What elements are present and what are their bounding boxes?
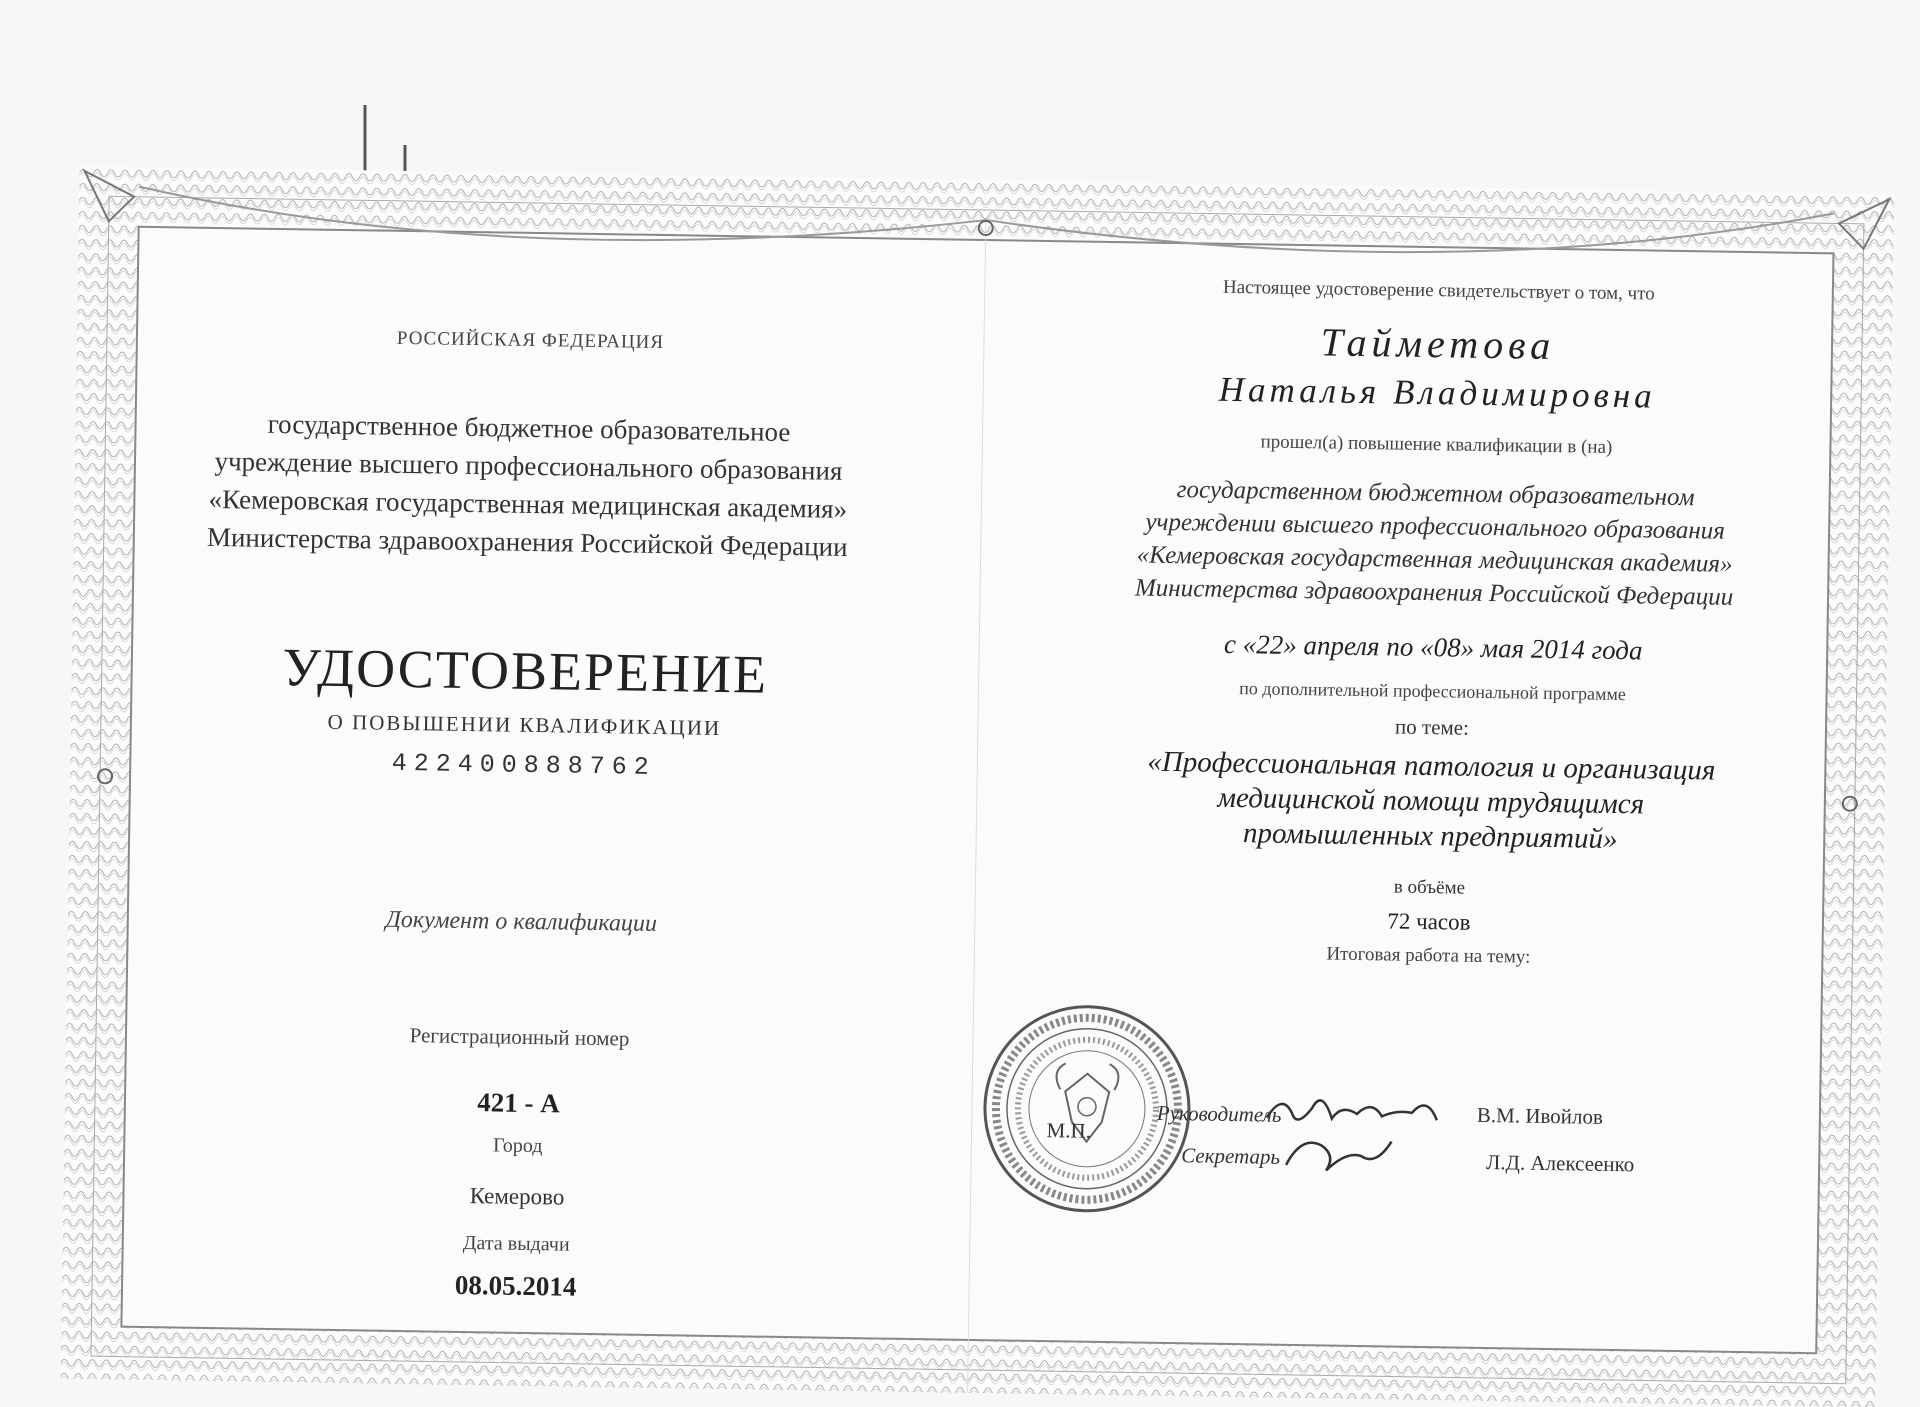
country: РОССИЙСКАЯ ФЕДЕРАЦИЯ bbox=[396, 327, 665, 354]
topic-line: медицинской помощи трудящимся bbox=[1217, 781, 1645, 821]
topic-line: «Профессиональная патология и организация bbox=[1147, 745, 1716, 787]
city-label: Город bbox=[492, 1134, 543, 1158]
secretary-label: Секретарь bbox=[1181, 1143, 1281, 1169]
holder-given-names: Наталья Владимировна bbox=[1218, 369, 1656, 416]
issue-date-label: Дата выдачи bbox=[462, 1231, 570, 1256]
training-org-line: учреждении высшего профессионального образования bbox=[1145, 508, 1726, 545]
final-work-label: Итоговая работа на тему: bbox=[1326, 943, 1531, 968]
secretary-signature bbox=[1276, 1125, 1407, 1182]
training-volume: 72 часов bbox=[1387, 908, 1471, 935]
secretary-name: Л.Д. Алексеенко bbox=[1485, 1150, 1635, 1177]
training-organization bbox=[980, 470, 1890, 616]
volume-label: в объёме bbox=[1393, 876, 1466, 899]
left-page bbox=[61, 166, 987, 1393]
issuer-line: Министерства здравоохранения Российской Федерации bbox=[206, 521, 848, 562]
training-period: с «22» апреля по «08» мая 2014 года bbox=[1223, 628, 1643, 666]
document-type: Документ о квалификации bbox=[385, 906, 658, 937]
certificate-title: УДОСТОВЕРЕНИЕ bbox=[282, 637, 769, 705]
training-org-line: Министерства здравоохранения Российской Федерации bbox=[1134, 574, 1734, 611]
holder-surname: Тайметова bbox=[1320, 319, 1556, 369]
attestation-text: Настоящее удостоверение свидетельствует о том, что bbox=[1222, 276, 1655, 305]
certificate bbox=[61, 166, 1895, 1407]
training-org-line: «Кемеровская государственная медицинская академия» bbox=[1136, 541, 1733, 578]
registration-label: Регистрационный номер bbox=[409, 1023, 630, 1051]
registration-number: 421 - А bbox=[476, 1087, 560, 1119]
passed-text: прошел(а) повышение квалификации в (на) bbox=[1260, 431, 1613, 458]
training-topic bbox=[976, 742, 1886, 861]
program-text: по дополнительной профессиональной программе bbox=[1239, 678, 1626, 705]
certificate-number: 422400888762 bbox=[391, 748, 657, 782]
city: Кемерово bbox=[469, 1183, 565, 1210]
certificate-subtitle: О ПОВЫШЕНИИ КВАЛИФИКАЦИИ bbox=[327, 709, 722, 740]
issuer-line: государственное бюджетное образовательное bbox=[267, 408, 791, 448]
head-name: В.М. Ивойлов bbox=[1476, 1102, 1604, 1129]
topic-line: промышленных предприятий» bbox=[1242, 817, 1618, 856]
issuer-line: учреждение высшего профессионального образования bbox=[214, 445, 843, 486]
topic-label: по теме: bbox=[1394, 714, 1470, 740]
right-page bbox=[967, 180, 1894, 1407]
stamp-place-mark: М.П. bbox=[1046, 1118, 1092, 1143]
training-org-line: государственном бюджетном образовательном bbox=[1176, 476, 1695, 512]
head-label: Руководитель bbox=[1156, 1100, 1282, 1127]
issuer-organization bbox=[74, 402, 983, 568]
issue-date: 08.05.2014 bbox=[454, 1269, 577, 1302]
issuer-line: «Кемеровская государственная медицинская академия» bbox=[208, 483, 848, 524]
